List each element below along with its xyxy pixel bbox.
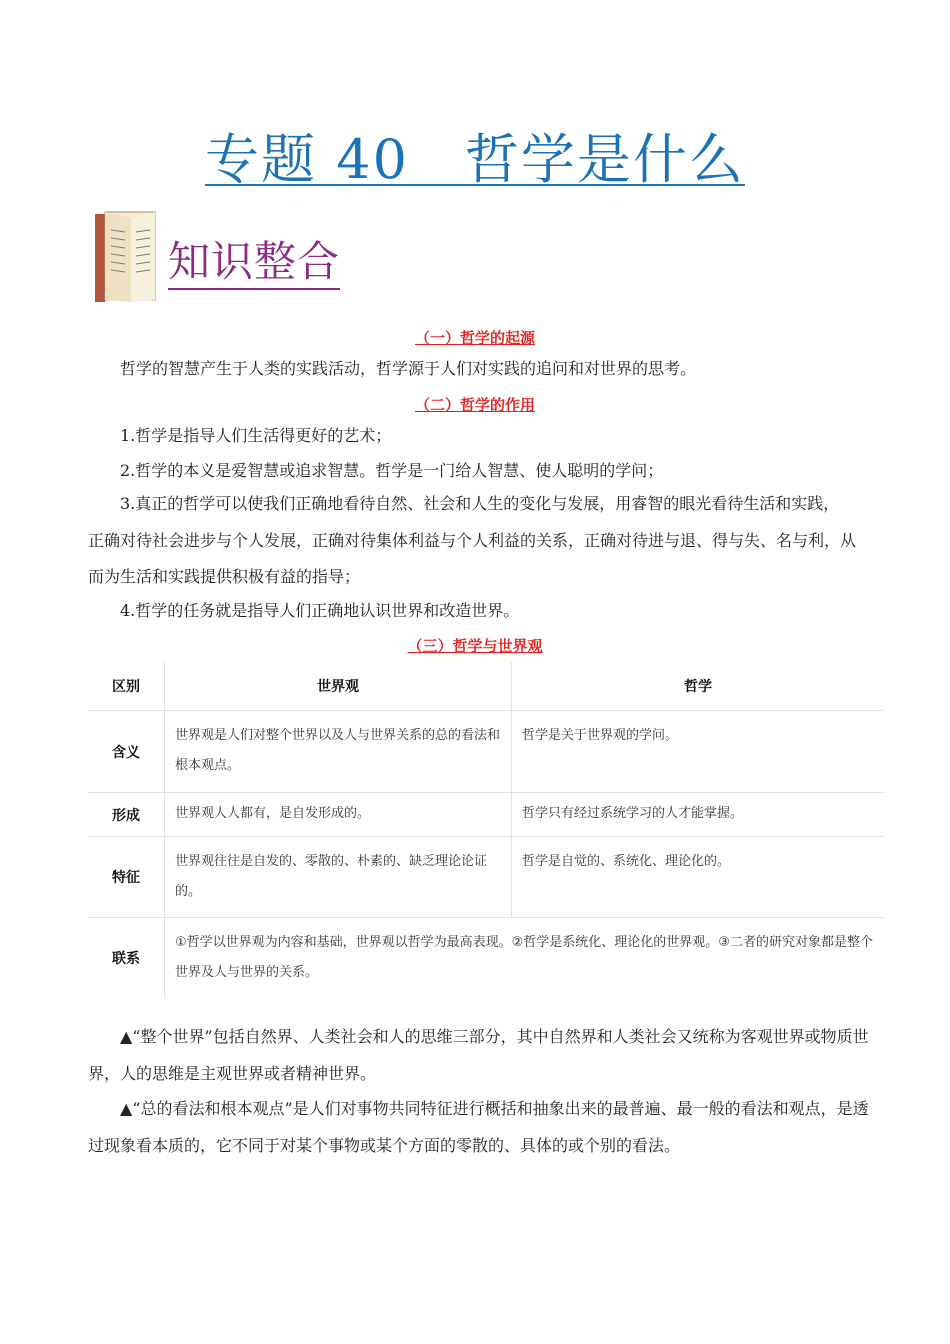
table-row — [88, 711, 884, 793]
table-row — [88, 837, 884, 918]
origin-paragraph: 哲学的智慧产生于人类的实践活动，哲学源于人们对实践的追问和对世界的思考。 — [120, 359, 697, 378]
table-row — [88, 793, 884, 837]
section-heading-worldview: （三）哲学与世界观 — [407, 637, 543, 655]
header-cell: 哲学 — [512, 662, 885, 711]
section-banner: 知识整合 — [168, 236, 340, 290]
philosophy-cell: 哲学是关于世界观的学问。 — [512, 711, 885, 793]
header-cell: 区别 — [88, 662, 165, 711]
relation-cell: ①哲学以世界观为内容和基础，世界观以哲学为最高表现。②哲学是系统化、理论化的世界观。③二者的研究对象都是整个世界及人与世界的关系。 — [165, 918, 885, 999]
role-item-4: 4.哲学的任务就是指导人们正确地认识世界和改造世界。 — [120, 601, 520, 620]
row-label: 形成 — [88, 793, 165, 837]
section-heading-role: （二）哲学的作用 — [414, 396, 535, 414]
philosophy-cell: 哲学是自觉的、系统化、理论化的。 — [512, 837, 885, 918]
note-paragraph: ▲“总的看法和根本观点”是人们对事物共同特征进行概括和抽象出来的最普遍、最一般的看法和观点，是透过现象看本质的，它不同于对某个事物或某个方面的零散的、具体的或个别的看法。 — [88, 1099, 869, 1155]
role-item-3-cont2: 而为生活和实践提供积极有益的指导； — [88, 567, 361, 586]
role-item-3: 3.真正的哲学可以使我们正确地看待自然、社会和人生的变化与发展，用睿智的眼光看待生活和实践， — [120, 494, 840, 513]
role-item-2: 2.哲学的本义是爱智慧或追求智慧。哲学是一门给人智慧、使人聪明的学问； — [120, 461, 664, 480]
row-label: 特征 — [88, 837, 165, 918]
role-item-3-cont: 正确对待社会进步与个人发展，正确对待集体利益与个人利益的关系，正确对待进与退、得与失、名与利，从 — [88, 531, 857, 550]
philosophy-cell: 哲学只有经过系统学习的人才能掌握。 — [512, 793, 885, 837]
role-item-1: 1.哲学是指导人们生活得更好的艺术； — [120, 426, 392, 445]
worldview-cell: 世界观往往是自发的、零散的、朴素的、缺乏理论论证的。 — [165, 837, 512, 918]
row-label: 含义 — [88, 711, 165, 793]
book-icon — [93, 208, 159, 304]
section-heading-origin: （一）哲学的起源 — [414, 329, 535, 347]
comparison-table — [88, 662, 884, 998]
row-label: 联系 — [88, 918, 165, 999]
worldview-cell: 世界观是人们对整个世界以及人与世界关系的总的看法和根本观点。 — [165, 711, 512, 793]
worldview-cell: 世界观人人都有，是自发形成的。 — [165, 793, 512, 837]
page-title: 专题 40 哲学是什么 — [205, 128, 745, 191]
note-paragraph: ▲“整个世界”包括自然界、人类社会和人的思维三部分，其中自然界和人类社会又统称为客观世界或物质世界，人的思维是主观世界或者精神世界。 — [88, 1027, 869, 1083]
header-cell: 世界观 — [165, 662, 512, 711]
table-header-row — [88, 662, 884, 711]
table-row — [88, 918, 884, 999]
